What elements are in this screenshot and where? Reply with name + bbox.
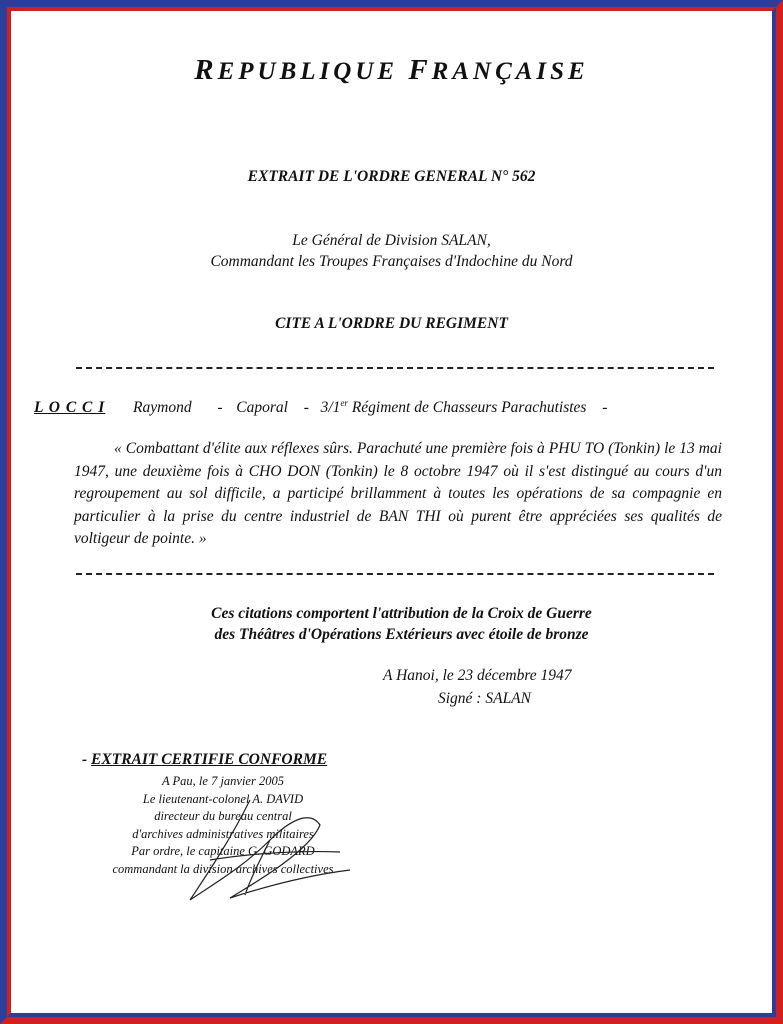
certification-title: EXTRAIT CERTIFIE CONFORME [91, 751, 328, 768]
extract-title: EXTRAIT DE L'ORDRE GENERAL N° 562 [247, 168, 536, 185]
soldier-line [34, 398, 607, 417]
soldier-rank: Caporal [236, 399, 288, 417]
regiment-ordinal: er [340, 398, 348, 408]
separator: - [602, 399, 608, 417]
cert-line: d'archives administratives militaires [132, 826, 314, 841]
soldier-regiment [321, 399, 587, 416]
regiment-number: 3/1 [320, 399, 341, 417]
regiment-name: Régiment de Chasseurs Parachutistes [347, 399, 587, 417]
citation-text [74, 438, 722, 551]
signature-place-date: A Hanoi, le 23 décembre 1947 [383, 667, 572, 684]
cert-line: A Pau, le 7 janvier 2005 [162, 774, 284, 788]
certification-dash: - [82, 751, 92, 768]
separator: - [303, 399, 309, 417]
title-initial-r: R [194, 54, 218, 86]
cert-line: commandant la division archives collectives [112, 861, 334, 876]
soldier-surname: L O C C I [34, 399, 106, 417]
signature-signed: Signé : SALAN [438, 690, 531, 707]
title-initial-f: F [408, 54, 432, 86]
document-title [0, 54, 783, 87]
soldier-firstname: Raymond [133, 399, 192, 417]
separator: - [217, 399, 223, 417]
handwritten-signature [150, 780, 390, 920]
cert-line: directeur du bureau central [154, 809, 292, 823]
divider-top [76, 367, 714, 369]
citation-paragraph: « Combattant d'élite aux réflexes sûrs. Parachuté une première fois à PHU TO (Tonkin) le 13 mai 1947, une deuxième fois à CHO DON (Tonkin) le 8 octobre 1947 où il s'est distingué au cours d'un regroupement au sol difficile, a participé brillamment à toutes les opérations de sa compagnie en particulier à la prise du centre industriel de BAN THI où purent être appréciées ses qualités de voltigeur de pointe. » [74, 440, 722, 547]
divider-bottom [76, 573, 714, 575]
cert-line: Le lieutenant-colonel A. DAVID [142, 791, 304, 806]
general-line-2: Commandant les Troupes Françaises d'Indochine du Nord [210, 253, 573, 270]
citation-heading: CITE A L'ORDRE DU REGIMENT [275, 315, 508, 332]
award-line-1: Ces citations comportent l'attribution de la Croix de Guerre [211, 605, 592, 622]
award-line-2: des Théâtres d'Opérations Extérieurs avec étoile de bronze [214, 626, 589, 643]
title-rest-2: RANÇAISE [431, 58, 589, 85]
cert-line: Par ordre, le capitaine G. GODARD [131, 844, 315, 858]
title-rest-1: EPUBLIQUE [217, 58, 409, 85]
certification-heading [82, 751, 327, 769]
general-line-1: Le Général de Division SALAN, [292, 232, 491, 249]
